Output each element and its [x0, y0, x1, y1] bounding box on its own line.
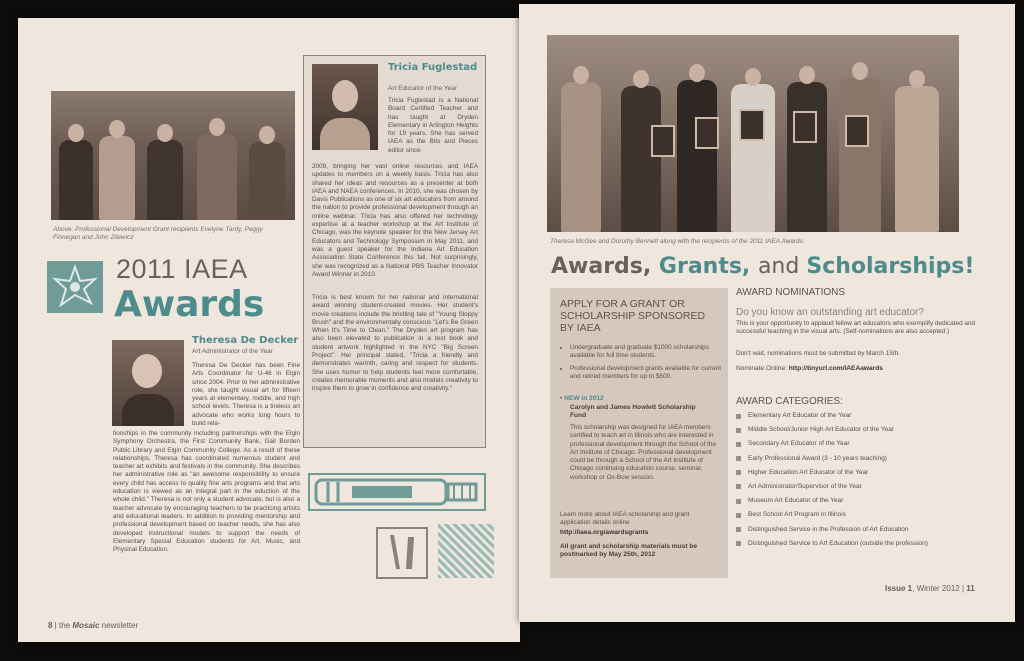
nominate-url-link[interactable]: http://tinyurl.com/IAEAawards [788, 365, 883, 372]
grant-deadline: All grant and scholarship materials must be postmarked by May 25th, 2012 [560, 543, 698, 558]
theresa-role: Art Administrator of the Year [192, 348, 273, 355]
left-page-number: 8 [48, 621, 53, 630]
new-label-text: NEW in 2012 [564, 395, 604, 402]
grants-url-link[interactable]: http://iaea.org/awardsgrants [560, 529, 649, 536]
theresa-portrait [112, 340, 184, 426]
left-page [18, 18, 520, 642]
grant-recipients-photo [51, 91, 295, 220]
newsletter-brand: Mosaic [72, 621, 100, 630]
category-item: Secondary Art Educator of the Year [736, 440, 996, 448]
brush-illustration [376, 527, 428, 579]
awards-title: Awards [114, 284, 265, 325]
category-item: Elementary Art Educator of the Year [736, 412, 996, 420]
footer-newsletter: newsletter [99, 621, 139, 630]
grant-bullets [560, 344, 728, 386]
category-item: Best School Art Program in Illinois [736, 511, 996, 519]
new-scholarship-title: Carolyn and James Howlett Scholarship Fund [570, 404, 696, 419]
footer-separator: | the [52, 621, 73, 630]
theresa-bio-side: Theresa De Decker has been Fine Arts Coordinator for U-46 in Elgin since 2004. Prior to her administrative role, she taught visual art for fifteen years at elementary, middle, and high school levels. Theresa is a tireless art advocate who works long hours to build rela- [192, 362, 300, 428]
pattern-illustration [438, 524, 494, 578]
left-footer [48, 621, 138, 630]
category-item: Distinguished Service in the Profession of Art Education [736, 526, 996, 534]
category-item: Middle School/Junior High Art Educator of the Year [736, 426, 996, 434]
headline-grants: Grants, [658, 254, 758, 279]
issue-number: Issue 1 [885, 584, 913, 593]
grant-box [550, 288, 728, 578]
grant-box-title: APPLY FOR A GRANT OR SCHOLARSHIP SPONSORED BY IAEA [560, 298, 706, 334]
paint-tube-illustration [308, 470, 486, 514]
star-logo [47, 261, 103, 313]
issue-season: , Winter 2012 | [912, 584, 967, 593]
award-categories-list [736, 412, 996, 554]
left-photo-caption: Above: Professional Development Grant recipients Evelyne Tardy, Peggy Finnegan and John Zilewicz [53, 226, 263, 241]
right-page [519, 4, 1015, 622]
theresa-bio-rest: tionships in the community including partnerships with the Elgin Symphony Orchestra, the First Community Bank, Gail Borden Public Library and Elgin Community College. As a result of these relationships, Theresa has coordinated numerous student and teacher art exhibits and festivals in the community. She describes her administrative role as "an awesome responsibility to ensure every child has access to quality fine arts programs and that arts education is viewed as an integral part in the eduction of the whole child." Theresa is not only a student advocate, but is also a teacher advocate by encouraging teachers to be practicing artists and educational leaders. In addition to providing mentorship and professional development based on teacher needs, she has also developed instructional models to support the needs of Elementary Special Education students for Art, Music, and Physical Education. [113, 430, 300, 554]
nominate-online [736, 365, 883, 372]
categories-heading: AWARD CATEGORIES: [736, 396, 843, 407]
tricia-name: Tricia Fuglestad [388, 62, 478, 73]
learn-more: Learn more about IAEA scholarship and grant application details online [560, 511, 690, 527]
headline [551, 254, 974, 279]
headline-and: and [757, 254, 807, 279]
tricia-sidebar [303, 55, 486, 448]
nominations-deadline: Don't wait, nominations must be submitted by March 15th. [736, 350, 900, 357]
theresa-name: Theresa De Decker [192, 335, 299, 346]
category-item: Distinguished Service to Art Education (outside the profession) [736, 540, 996, 548]
nominations-desc: This is your opportunity to applaud fellow art educators who exemplify dedicated and successful teaching in the visual arts. (Self-nominations are also accepted.) [736, 320, 976, 336]
grant-bullet-scholarships: • Undergraduate and graduate $1000 scholarships available for full time students. [570, 344, 728, 360]
right-page-number: 11 [966, 584, 975, 593]
tricia-bio-side: Tricia Fuglestad is a National Board Certified Teacher and has taught at Dryden Elementary in Arlington Heights for 19 years. She has served IAEA as the Bits and Pieces editor since [388, 97, 478, 154]
headline-awards: Awards, [551, 254, 659, 279]
tricia-role: Art Educator of the Year [388, 85, 458, 92]
category-item: Higher Education Art Educator of the Year [736, 469, 996, 477]
tricia-bio-1: 2009, bringing her vast online resources and IAEA updates to members on a weekly basis. Tricia has also shared her ideas and resources as a presenter at both IAEA and NAEA conferences. In 2010, she was chosen by Davis Publications as one of six art educators from around the nation to provide professional development through an online webinar. Tricia has also offered her technology expertise at a teacher workshop at the Art Institute of Chicago, was the keynote speaker for the New Jersey Art Educators and Technology Symposium in May 2011, and was a guest speaker for the Indiana Art Education Association State Conference this fall. Not surprisingly, she was recognized as a National PBS Teacher Innovator Award Winner in 2010. [312, 163, 478, 278]
right-photo-caption: Theresa McGee and Dorothy Bennett along with the recipients of the 2011 IAEA Awards. [550, 238, 805, 245]
right-footer [885, 584, 975, 593]
tricia-portrait [312, 64, 378, 150]
category-item: Art Administrator/Supervisor of the Year [736, 483, 996, 491]
new-label: • NEW in 2012 [560, 395, 604, 402]
tricia-bio-2: Tricia is best known for her national and international award winning student-created movies. Her student's movie creations include the bristling tale of "Young Sloppy Brush" and the environmentally conscious "Let's Be Green When It's Time to Clean." The Dryden art program has also been elevated to publication in a text book and student artwork highlighted in the NYC "Big Screen Project". Her principal stated, "Tricia a friendly and demonstrates warmth, caring and respect for students. She uses humor to help students feel more comfortable, creates memorable moments and also models creativity to inspire them to grow in confidence and creativity." [312, 294, 478, 393]
new-scholarship-desc: This scholarship was designed for IAEA members certified to teach art in Illinois who are interested in professional development through the School of the Art Institute of Chicago. Professional development could be through a School of the Art Institute of Chicago continuing education course, seminar, workshop or Ox-Bow session. [570, 424, 717, 481]
category-item: Early Professional Award (3 - 10 years teaching) [736, 455, 996, 463]
awards-title-year: 2011 IAEA [116, 254, 248, 284]
category-item: Museum Art Educator of the Year [736, 497, 996, 505]
nominations-heading: AWARD NOMINATIONS [736, 287, 846, 298]
nominate-label: Nominate Online: [736, 365, 789, 372]
nominations-question: Do you know an outstanding art educator? [736, 307, 924, 318]
headline-scholarships: Scholarships! [806, 254, 975, 279]
grant-bullet-pd: • Professional development grants available for current and retired members for up to $500. [570, 365, 728, 381]
award-recipients-photo [547, 35, 959, 232]
